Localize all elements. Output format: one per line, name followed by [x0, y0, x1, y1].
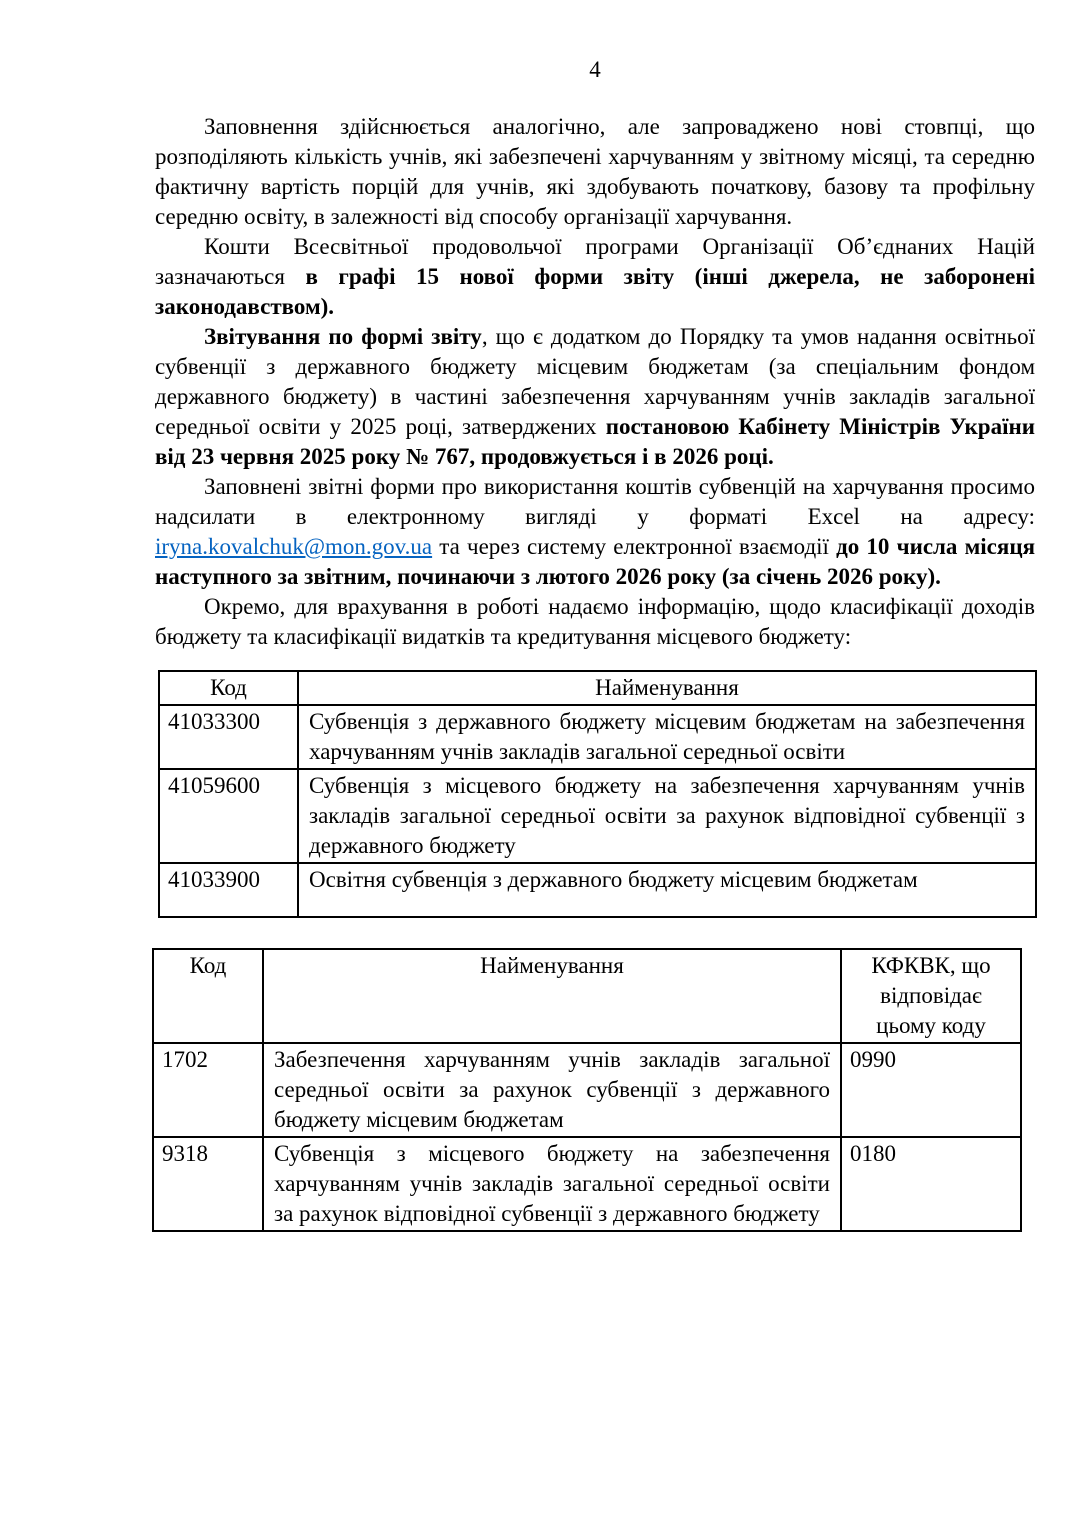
code-cell: 0990	[841, 1043, 1021, 1137]
table-header-cell: Найменування	[263, 949, 841, 1043]
paragraph	[155, 232, 1035, 322]
table-header-cell: КФКВК, що відповідає цьому коду	[841, 949, 1021, 1043]
bold-text-run: до 10 числа місяця наступного за звітним, починаючи з лютого 2026 року (за січень 2026 року).	[155, 534, 1036, 589]
income-codes-table	[158, 670, 1037, 918]
paragraph	[155, 112, 1035, 232]
body-paragraphs	[155, 112, 1035, 652]
bold-text-run: в графі 15 нової форми звіту (інші джерела, не заборонені законодавством).	[155, 264, 1035, 319]
name-cell: Субвенція з місцевого бюджету на забезпечення харчуванням учнів закладів загальної середньої освіти за рахунок відповідної субвенції з державного бюджету	[263, 1137, 841, 1231]
code-cell: 41033900	[159, 863, 298, 917]
table-header-row	[153, 949, 1021, 1043]
email-link[interactable]: iryna.kovalchuk@mon.gov.ua	[155, 534, 433, 559]
page-number: 4	[589, 57, 601, 82]
table-row	[159, 705, 1036, 769]
code-cell: 9318	[153, 1137, 263, 1231]
table-header-cell: Найменування	[298, 671, 1036, 705]
expense-codes-table	[152, 948, 1022, 1232]
code-cell: 0180	[841, 1137, 1021, 1231]
name-cell: Субвенція з державного бюджету місцевим бюджетам на забезпечення харчуванням учнів закладів загальної середньої освіти	[298, 705, 1036, 769]
paragraph	[155, 592, 1035, 652]
text-run: Окремо, для врахування в роботі надаємо інформацію, щодо класифікації доходів бюджету та класифікації видатків та кредитування місцевого бюджету:	[155, 594, 1035, 649]
text-run: Кошти Всесвітньої продовольчої програми Організації Об’єднаних Націй зазначаються	[155, 234, 1035, 289]
table-row	[159, 769, 1036, 863]
name-cell: Освітня субвенція з державного бюджету місцевим бюджетам	[298, 863, 1036, 917]
text-run: Заповнення здійснюється аналогічно, але запроваджено нові стовпці, що розподіляють кількість учнів, які забезпечені харчуванням у звітному місяці, та середню фактичну вартість порцій для учнів, які здобувають початкову, базову та профільну середню освіту, в залежності від способу організації харчування.	[155, 114, 1035, 229]
table-header-row	[159, 671, 1036, 705]
table-row	[153, 1043, 1021, 1137]
text-run: Заповнені звітні форми про використання коштів субвенцій на харчування просимо надсилати в електронному вигляді у форматі Excel на адресу:	[155, 474, 1035, 529]
code-cell: 41033300	[159, 705, 298, 769]
text-run: та через систему електронної взаємодії	[432, 534, 837, 559]
paragraph	[155, 472, 1035, 592]
name-cell: Субвенція з місцевого бюджету на забезпечення харчуванням учнів закладів загальної середньої освіти за рахунок відповідної субвенції з державного бюджету	[298, 769, 1036, 863]
table-row	[159, 863, 1036, 917]
bold-text-run: постановою Кабінету Міністрів України від 23 червня 2025 року № 767, продовжується і в 2026 році.	[155, 414, 1035, 469]
code-cell: 1702	[153, 1043, 263, 1137]
bold-text-run: Звітування по формі звіту	[204, 324, 482, 349]
code-cell: 41059600	[159, 769, 298, 863]
table-row	[153, 1137, 1021, 1231]
text-run: , що є додатком до Порядку та умов надання освітньої субвенції з державного бюджету місцевим бюджетам (за спеціальним фондом державного бюджету) в частині забезпечення харчуванням учнів закладів загальної середньої освіти у 2025 році, затверджених	[155, 324, 1035, 439]
paragraph	[155, 322, 1035, 472]
table-header-cell: Код	[159, 671, 298, 705]
table-header-cell: Код	[153, 949, 263, 1043]
name-cell: Забезпечення харчуванням учнів закладів загальної середньої освіти за рахунок субвенції з державного бюджету місцевим бюджетам	[263, 1043, 841, 1137]
page-content	[155, 55, 1035, 1232]
